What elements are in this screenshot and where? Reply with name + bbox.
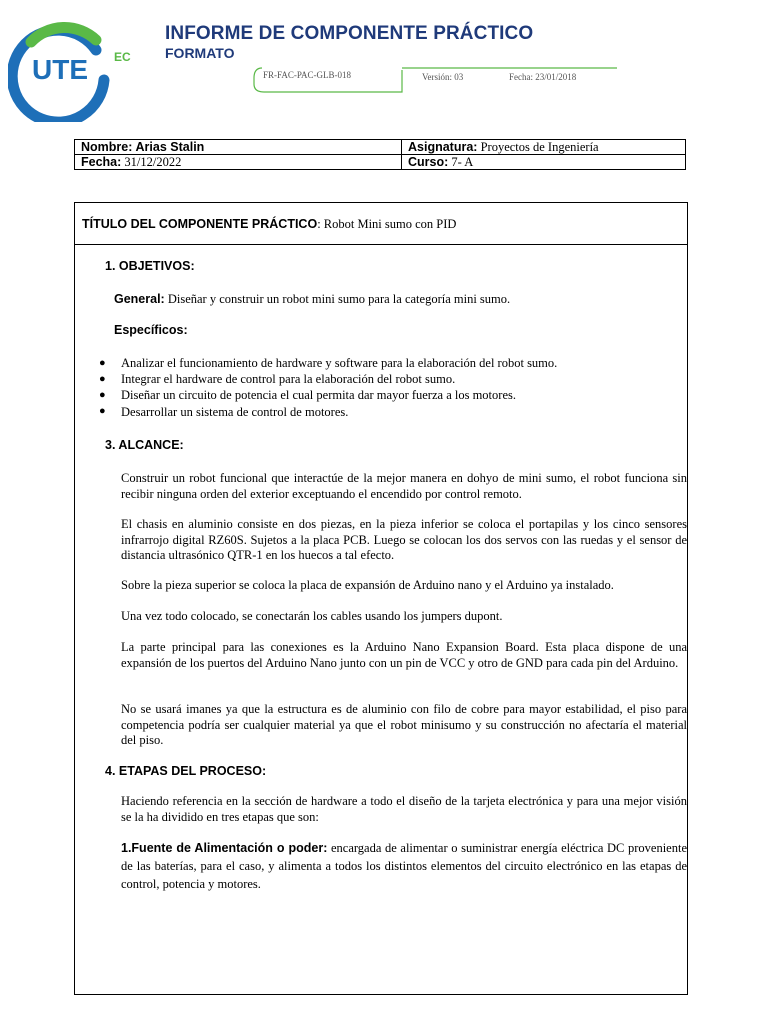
date-value: 31/12/2022	[124, 155, 182, 169]
scope-paragraph: Una vez todo colocado, se conectarán los cables usando los jumpers dupont.	[121, 609, 503, 623]
scope-paragraph: El chasis en aluminio consiste en dos piezas, en la pieza inferior se coloca el portapilas y los cinco sensores infrarrojo digital RZ60S. Sujetos a la placa PCB. Luego se colocan los dos servos con las ruedas y el sensor de distancia ultrasónico QTR-1 en los huecos a tal efecto.	[121, 517, 687, 562]
student-info-table	[74, 139, 686, 170]
ute-logo	[8, 22, 136, 122]
document-subtitle: FORMATO	[165, 45, 235, 61]
bullet-icon: ●	[99, 389, 106, 401]
general-label: General:	[114, 292, 165, 306]
bullet-icon: ●	[99, 405, 106, 417]
specific-item: Diseñar un circuito de potencia el cual permita dar mayor fuerza a los motores.	[121, 388, 516, 402]
scope-paragraph: Construir un robot funcional que interactúe de la mejor manera en dohyo de mini sumo, el robot funciona sin recibir ninguna orden del exterior exceptuando el encendido por control remoto.	[121, 471, 687, 501]
objectives-heading: 1. OBJETIVOS:	[105, 259, 195, 273]
specific-item: Integrar el hardware de control para la elaboración del robot sumo.	[121, 372, 456, 386]
format-version: Versión: 03	[422, 72, 464, 82]
title-divider	[74, 244, 687, 245]
course-value: 7- A	[451, 155, 474, 169]
practical-title-label: TÍTULO DEL COMPONENTE PRÁCTICO	[82, 217, 318, 231]
name-value: Arias Stalin	[135, 140, 205, 154]
process-item-text: encargada de alimentar o suministrar energía eléctrica DC proveniente de las baterías, para el caso, y alimenta a todos los distintos elementos del circuito electrónico en las etapas de control, potencia y motores.	[121, 841, 687, 891]
format-code: FR-FAC-PAC-GLB-018	[263, 70, 352, 80]
bullet-icon: ●	[99, 373, 106, 385]
practical-title	[82, 215, 456, 233]
format-date: Fecha: 23/01/2018	[509, 72, 577, 82]
specific-item: Analizar el funcionamiento de hardware y software para la elaboración del robot sumo.	[121, 356, 558, 370]
subject-value: Proyectos de Ingeniería	[480, 140, 599, 154]
specific-item: Desarrollar un sistema de control de motores.	[121, 405, 349, 419]
date-label: Fecha:	[81, 155, 122, 169]
course-label: Curso:	[408, 155, 449, 169]
process-item-label: 1.Fuente de Alimentación o poder:	[121, 841, 328, 855]
process-heading: 4. ETAPAS DEL PROCESO:	[105, 764, 267, 778]
document-title: INFORME DE COMPONENTE PRÁCTICO	[165, 23, 534, 44]
course-cell	[402, 155, 686, 170]
subject-cell	[402, 140, 686, 155]
practical-title-value: : Robot Mini sumo con PID	[317, 217, 457, 231]
logo-suffix: EC	[114, 50, 131, 64]
bullet-icon: ●	[99, 357, 106, 369]
date-cell	[75, 155, 402, 170]
general-text: Diseñar y construir un robot mini sumo para la categoría mini sumo.	[164, 292, 511, 306]
scope-paragraph: La parte principal para las conexiones es la Arduino Nano Expansion Board. Esta placa dispone de una expansión de los puertos del Arduino Nano junto con un pin de VCC y otro de GND para cada pin del Arduino.	[121, 640, 687, 670]
specific-heading: Específicos:	[114, 323, 188, 337]
name-cell	[75, 140, 402, 155]
subject-label: Asignatura:	[408, 140, 478, 154]
scope-paragraph: Sobre la pieza superior se coloca la placa de expansión de Arduino nano y el Arduino ya instalado.	[121, 578, 614, 592]
process-item	[121, 839, 687, 893]
general-objective	[114, 290, 510, 308]
name-label: Nombre:	[81, 140, 133, 154]
scope-heading: 3. ALCANCE:	[105, 438, 184, 452]
process-intro: Haciendo referencia en la sección de hardware a todo el diseño de la tarjeta electrónica y para una mejor visión se la ha dividido en tres etapas que son:	[121, 794, 687, 824]
scope-paragraph: No se usará imanes ya que la estructura es de aluminio con filo de cobre para mayor estabilidad, el piso para competencia podría ser cualquier material ya que el robot minisumo y su construcción no afectaría el material del piso.	[121, 702, 687, 747]
logo-text: UTE	[32, 54, 88, 85]
